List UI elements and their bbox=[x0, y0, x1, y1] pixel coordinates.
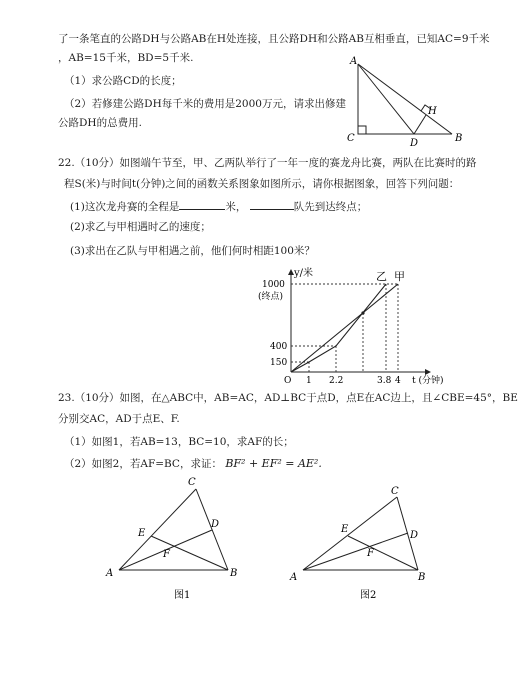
fig1-caption: 图1 bbox=[174, 590, 191, 601]
fig2-caption: 图2 bbox=[360, 590, 377, 601]
q21-label-A: A bbox=[350, 56, 358, 67]
q21-label-C: C bbox=[347, 133, 355, 144]
q22-x-tick-1: 1 bbox=[306, 376, 312, 386]
q22-x-tick-3.8: 3.8 bbox=[377, 376, 392, 386]
fig1-label-D: D bbox=[211, 519, 220, 530]
q22-finish-label: (终点) bbox=[258, 292, 284, 302]
q22-y-tick-150: 150 bbox=[270, 358, 288, 368]
q21-label-D: D bbox=[410, 138, 419, 149]
fig1-label-F: F bbox=[163, 549, 170, 560]
q22-series-label-jia: 甲 bbox=[394, 270, 405, 283]
fig1-label-C: C bbox=[188, 477, 196, 488]
q23-sub1: （1）如图1，若AB=13，BC=10，求AF的长； bbox=[64, 436, 294, 448]
q22-part1-text-c: 队先到达终点； bbox=[293, 201, 368, 213]
q22-blank-team[interactable] bbox=[250, 198, 294, 210]
q22-line2: 程S(米)与时间t(分钟)之间的函数关系图象如图所示，请你根据图象，回答下列问题： bbox=[64, 178, 460, 190]
q22-part3: (3)求出在乙队与甲相遇之前，他们何时相距100米？ bbox=[70, 245, 315, 257]
fig2-label-F: F bbox=[367, 548, 374, 559]
q23-formula: BF² + EF² = AE². bbox=[225, 457, 322, 470]
fig2-label-C: C bbox=[391, 486, 399, 497]
q22-part1-text-a: (1)这次龙舟赛的全程是 bbox=[70, 201, 180, 213]
fig1-label-E: E bbox=[138, 528, 146, 539]
q23-sub2-text: （2）如图2，若AF=BC，求证： bbox=[64, 458, 222, 470]
q21-label-B: B bbox=[455, 133, 463, 144]
fig2-label-B: B bbox=[418, 572, 426, 583]
fig2-label-E: E bbox=[341, 524, 349, 535]
q22-part2: (2)求乙与甲相遇时乙的速度； bbox=[70, 221, 211, 233]
q22-y-axis-label: y/米 bbox=[294, 268, 314, 279]
fig2-label-A: A bbox=[290, 572, 298, 583]
q21-sub2a: （2）若修建公路DH每千米的费用是2000万元，请求出修建 bbox=[64, 98, 346, 110]
q22-part1 bbox=[70, 198, 367, 214]
q21-line2: ，AB=15千米，BD=5千米. bbox=[58, 52, 194, 64]
q22-origin: O bbox=[284, 376, 292, 386]
q22-series-yi bbox=[291, 284, 386, 372]
fig1-label-B: B bbox=[230, 568, 238, 579]
q21-line1: 了一条笔直的公路DH与公路AB在H处连接，且公路DH和公路AB互相垂直，已知AC=9千米 bbox=[58, 33, 490, 45]
q23-line2: 分别交AC，AD于点E、F. bbox=[58, 413, 180, 425]
q22-series-label-yi: 乙 bbox=[376, 270, 387, 283]
q22-x-tick-4: 4 bbox=[395, 376, 401, 386]
q22-line1: 22.（10分）如图端午节至，甲、乙两队举行了一年一度的赛龙舟比赛，两队在比赛时的路 bbox=[58, 157, 477, 169]
q22-y-top-label: 1000 bbox=[262, 280, 285, 290]
q22-x-axis-label: t (分钟) bbox=[412, 376, 444, 386]
q22-blank-distance[interactable] bbox=[179, 198, 225, 210]
q21-sub1: （1）求公路CD的长度； bbox=[64, 75, 182, 87]
q21-sub2b: 公路DH的总费用. bbox=[58, 117, 142, 129]
fig2-label-D: D bbox=[410, 530, 419, 541]
q22-part1-text-b: 米， bbox=[225, 201, 247, 213]
q23-sub2 bbox=[64, 457, 322, 471]
q22-y-tick-400: 400 bbox=[270, 342, 288, 352]
q23-line1: 23.（10分）如图，在△ABC中，AB=AC，AD⊥BC于点D，点E在AC边上，且∠CBE=45°，BE bbox=[58, 392, 518, 404]
q22-x-tick-2.2: 2.2 bbox=[329, 376, 344, 386]
fig1-label-A: A bbox=[106, 568, 114, 579]
q21-label-H: H bbox=[428, 106, 437, 117]
q22-series-jia bbox=[291, 284, 398, 372]
